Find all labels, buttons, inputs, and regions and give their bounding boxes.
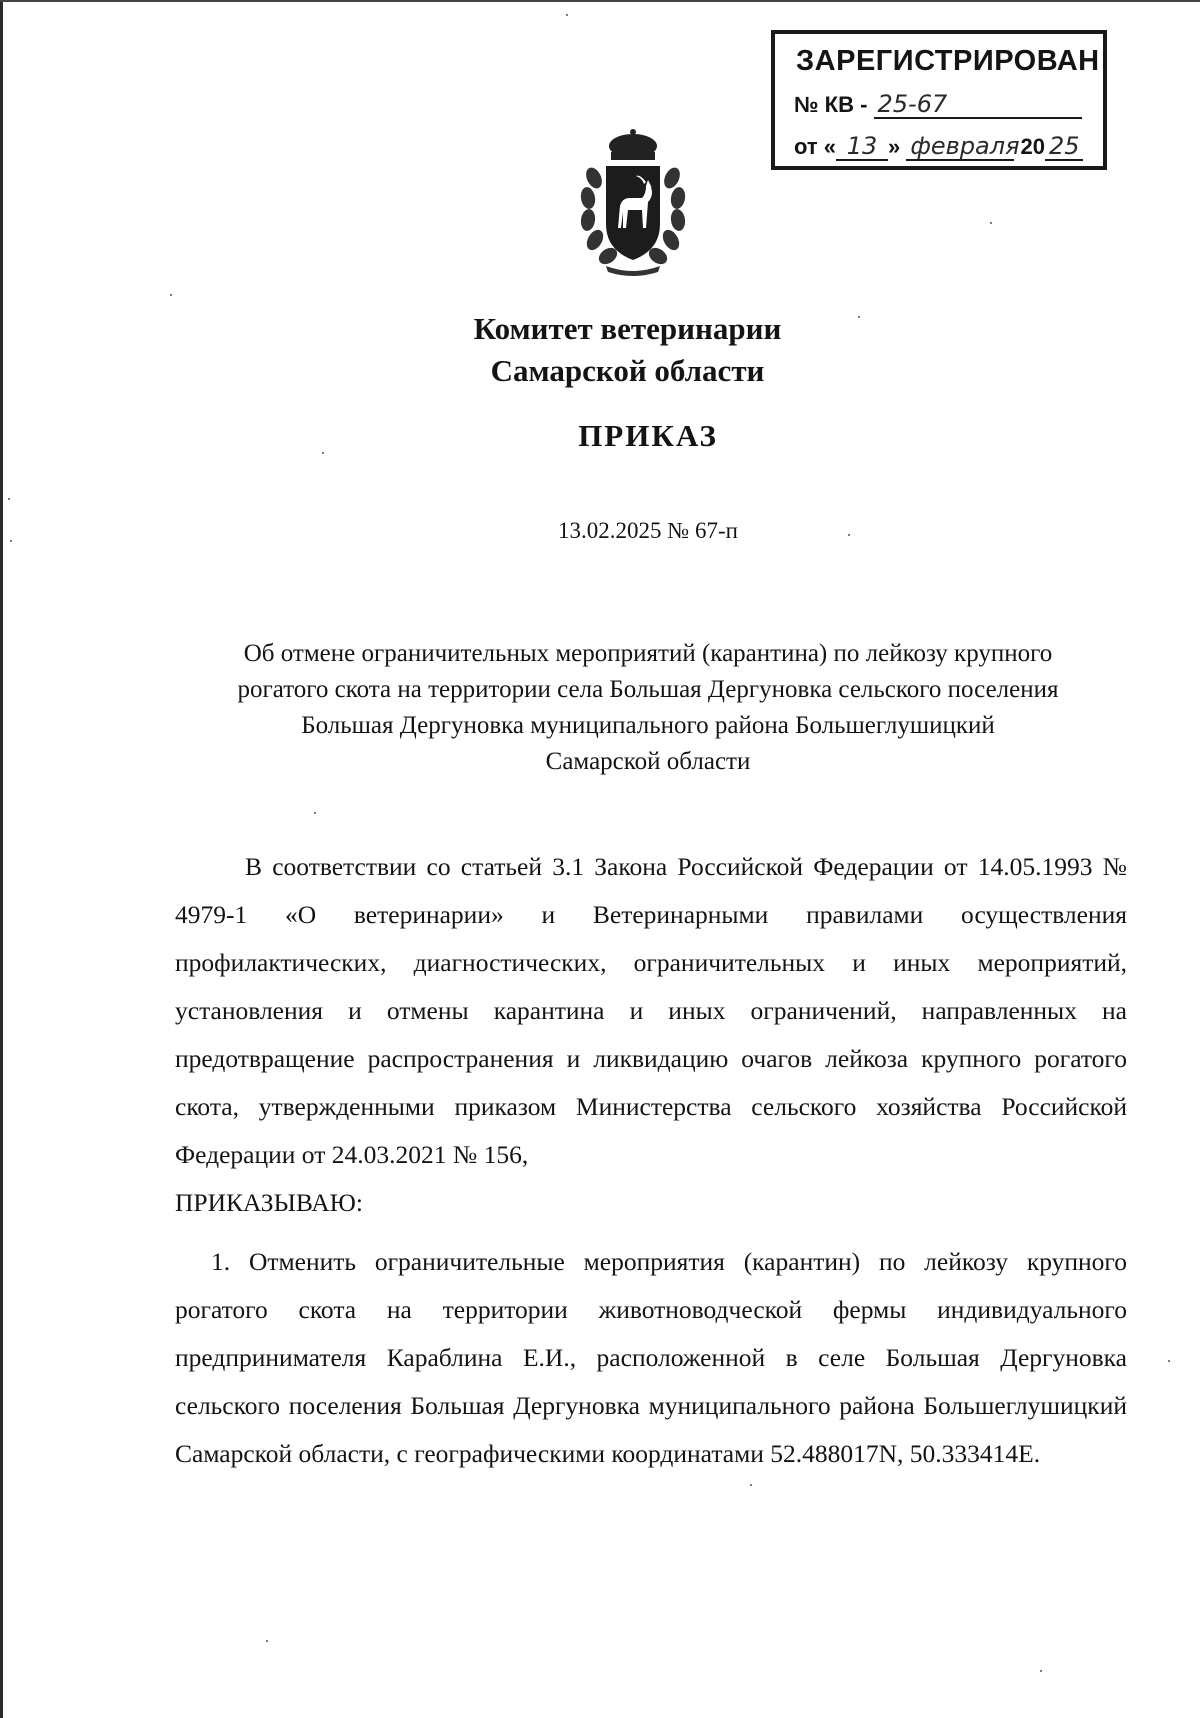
scan-speck [266,1640,268,1642]
preamble-block [175,843,1127,1227]
stamp-date-year-prefix: 20 [1020,134,1045,159]
scan-speck [990,222,992,224]
stamp-number-handwritten: 25-67 [874,91,1082,119]
stamp-date-year-suffix: 25 [1045,133,1083,161]
subject-line-3: Большая Дергуновка муниципального района Большеглушицкий [301,712,995,739]
scan-speck [1168,1360,1170,1362]
stamp-date-month: февраля [906,133,1014,161]
stamp-number-line [794,91,1082,119]
document-date-number: 13.02.2025 № 67-п [558,518,738,543]
scan-speck [10,540,12,542]
scan-speck [750,1484,752,1486]
organization-line-2: Самарской области [490,353,765,388]
order-directive: ПРИКАЗЫВАЮ: [175,1188,363,1217]
registration-stamp [771,30,1107,170]
stamp-date-day: 13 [836,133,888,161]
organization-name [0,308,1200,392]
samara-coat-of-arms-icon [578,128,688,276]
document-type: ПРИКАЗ [578,418,718,453]
item-block [175,1238,1127,1478]
document-subject [48,636,1200,780]
preamble-paragraph: В соответствии со статьей 3.1 Закона Российской Федерации от 14.05.1993 № 4979-1 «О ветеринарии» и Ветеринарными правилами осуществления профилактических, диагностических, ограничительных и иных мероприятий, установления и отмены карантина и иных ограничений, направленных на предотвращение распространения и ликвидацию очагов лейкоза крупного рогатого скота, утвержденными приказом Министерства сельского хозяйства Российской Федерации от 24.03.2021 № 156, [175,852,1127,1169]
stamp-date-prefix: от « [794,134,837,159]
subject-line-2: рогатого скота на территории села Большая Дергуновка сельского поселения [237,676,1059,703]
scan-speck [858,316,860,318]
scan-speck [1040,1670,1042,1672]
scan-speck [170,294,172,296]
order-item-1: 1. Отменить ограничительные мероприятия (карантин) по лейкозу крупного рогатого скота на территории животноводческой фермы индивидуального предпринимателя Караблина Е.И., расположенной в селе Большая Дергуновка сельского поселения Большая Дергуновка муниципального района Большеглушицкий Самарской области, с географическими координатами 52.488017N, 50.333414E. [175,1247,1127,1468]
subject-line-1: Об отмене ограничительных мероприятий (карантина) по лейкозу крупного [243,640,1053,667]
scan-speck [314,812,316,814]
stamp-number-label: № КВ - [794,92,868,117]
scan-edge [0,0,3,1718]
stamp-title: ЗАРЕГИСТРИРОВАН [796,45,1100,77]
stamp-date-mid: » [888,134,901,159]
scan-speck [8,498,10,500]
organization-line-1: Комитет ветеринарии [473,311,782,346]
scan-speck [848,534,850,536]
scan-speck [322,452,324,454]
scan-speck [566,14,568,16]
stamp-date-line [794,133,1083,161]
subject-line-4: Самарской области [545,748,751,775]
scan-edge-top [0,0,1200,2]
